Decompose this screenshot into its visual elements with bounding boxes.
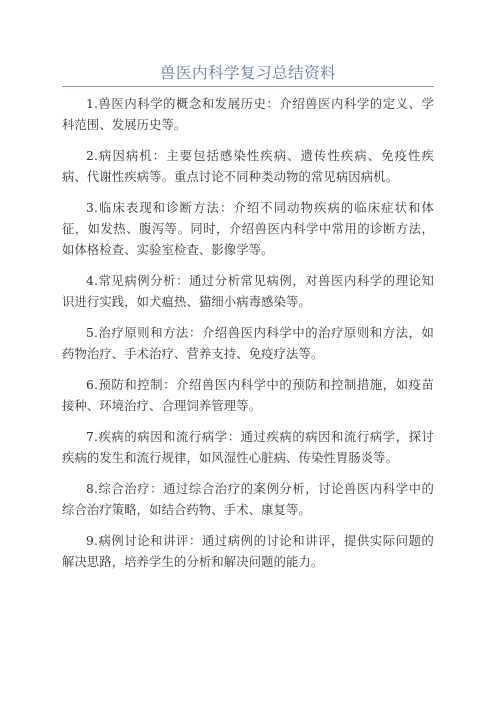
list-item: 8.综合治疗：通过综合治疗的案例分析，讨论兽医内科学中的综合治疗策略，如结合药物、手术、康复等。 — [62, 482, 434, 517]
content-list — [62, 94, 434, 583]
page-title: 兽医内科学复习总结资料 — [159, 64, 336, 82]
list-item: 7.疾病的病因和流行病学：通过疾病的病因和流行病学，探讨疾病的发生和流行规律，如风湿性心脏病、传染性胃肠炎等。 — [62, 430, 434, 465]
list-item: 9.病例讨论和讲评：通过病例的讨论和讲评，提供实际问题的解决思路，培养学生的分析和解决问题的能力。 — [62, 534, 434, 569]
list-item: 3.临床表现和诊断方法：介绍不同动物疾病的临床症状和体征，如发热、腹泻等。同时，介绍兽医内科学中常用的诊断方法，如体格检查、实验室检查、影像学等。 — [62, 201, 434, 257]
list-item: 4.常见病例分析：通过分析常见病例，对兽医内科学的理论知识进行实践，如犬瘟热、猫细小病毒感染等。 — [62, 274, 434, 309]
list-item: 1.兽医内科学的概念和发展历史：介绍兽医内科学的定义、学科范围、发展历史等。 — [62, 97, 434, 132]
list-item: 6.预防和控制：介绍兽医内科学中的预防和控制措施，如疫苗接种、环境治疗、合理饲养管理等。 — [62, 378, 434, 413]
list-item: 5.治疗原则和方法：介绍兽医内科学中的治疗原则和方法，如药物治疗、手术治疗、营养支持、免疫疗法等。 — [62, 326, 434, 361]
list-item: 2.病因病机：主要包括感染性疾病、遗传性疾病、免疫性疾病、代谢性疾病等。重点讨论不同种类动物的常见病因病机。 — [62, 149, 434, 184]
title-divider — [62, 86, 434, 87]
